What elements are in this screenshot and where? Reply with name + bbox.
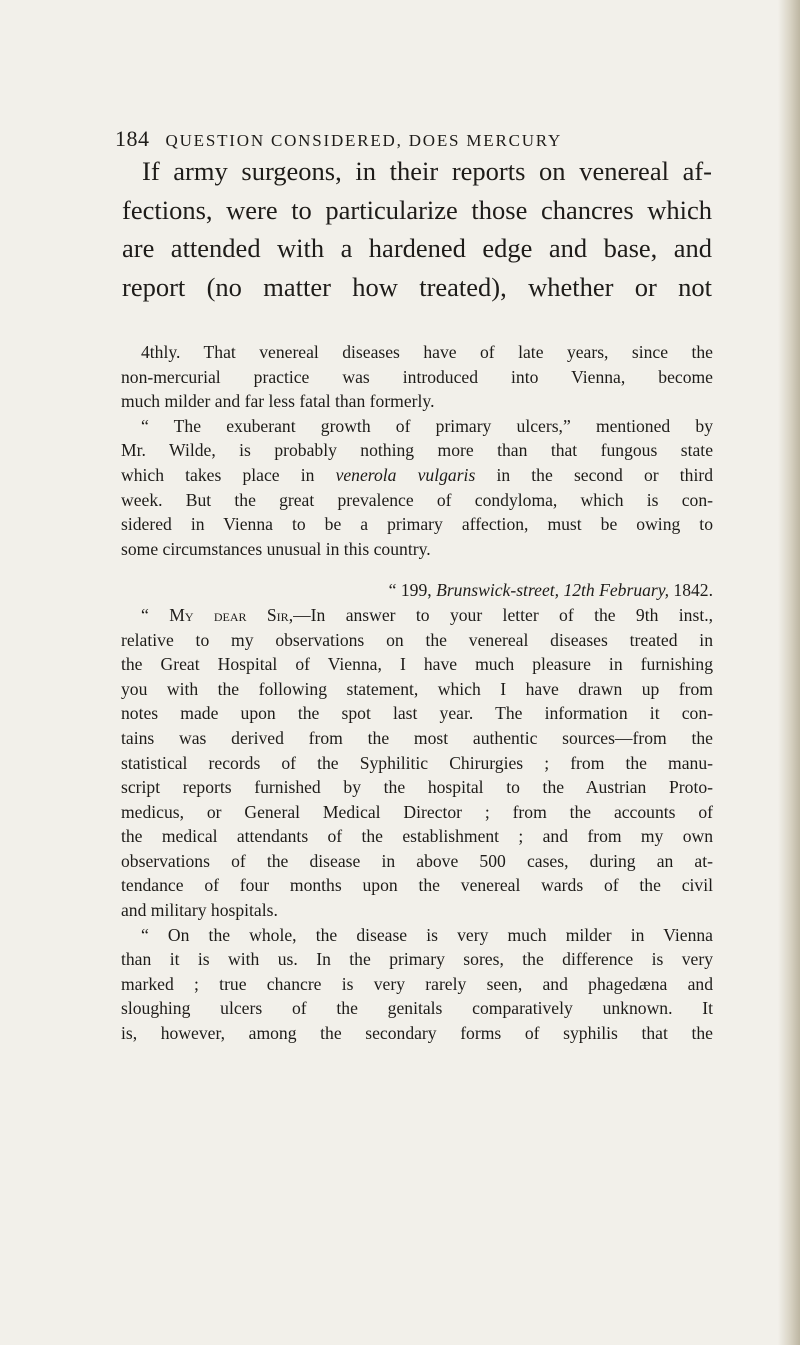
text-line bbox=[121, 463, 713, 488]
text-line: If army surgeons, in their reports on venereal af- bbox=[142, 156, 712, 186]
text-line: you with the following statement, which I have drawn up from bbox=[121, 678, 713, 699]
text-line: notes made upon the spot last year. The information it con- bbox=[121, 703, 713, 724]
text-line: tains was derived from the most authentic sources—from the bbox=[121, 727, 713, 748]
salutation-small-caps: My dear Sir bbox=[169, 604, 289, 625]
letter-dateline bbox=[121, 578, 713, 603]
text-line: medicus, or General Medical Director ; from the accounts of bbox=[121, 801, 713, 822]
text-line: observations of the disease in above 500 cases, during an at- bbox=[121, 850, 713, 871]
letter-paragraph bbox=[121, 603, 713, 923]
text-line: sidered in Vienna to be a primary affection, must be owing to bbox=[121, 514, 713, 535]
small-type-block bbox=[121, 340, 713, 1046]
text-line: sloughing ulcers of the genitals comparatively unknown. It bbox=[121, 998, 713, 1019]
text-line: marked ; true chancre is very rarely seen, and phagedæna and bbox=[121, 973, 713, 994]
text-line: report (no matter how treated), whether or not bbox=[122, 271, 712, 302]
text-line: than it is with us. In the primary sores, the difference is very bbox=[121, 949, 713, 970]
text-line: relative to my observations on the venereal diseases treated in bbox=[121, 629, 713, 650]
text-line: much milder and far less fatal than formerly. bbox=[121, 391, 435, 412]
italic-street: Brunswick-street, bbox=[436, 580, 560, 601]
large-type-paragraph bbox=[122, 152, 712, 306]
paragraph-on-the-whole bbox=[121, 923, 713, 1046]
text-line: tendance of four months upon the venereal wards of the civil bbox=[121, 875, 713, 896]
text-line: are attended with a hardened edge and base, and bbox=[122, 233, 712, 264]
text-run: in the second or third bbox=[475, 464, 713, 485]
text-line: non-mercurial practice was introduced into Vienna, become bbox=[121, 366, 713, 387]
paragraph-gap bbox=[121, 561, 713, 578]
text-line: statistical records of the Syphilitic Chirurgies ; from the manu- bbox=[121, 752, 713, 773]
text-line: 4thly. That venereal diseases have of late years, since the bbox=[141, 342, 713, 362]
text-line: week. But the great prevalence of condyloma, which is con- bbox=[121, 489, 713, 510]
text-run: “ 199, bbox=[388, 580, 437, 601]
paragraph-4thly bbox=[121, 340, 713, 414]
text-line: the medical attendants of the establishment ; and from my own bbox=[121, 826, 713, 847]
text-run: which takes place in bbox=[121, 464, 336, 485]
letter-salutation-line bbox=[121, 603, 713, 628]
text-line: some circumstances unusual in this country. bbox=[121, 538, 431, 559]
page-edge-shadow bbox=[778, 0, 800, 1345]
text-line: is, however, among the secondary forms of syphilis that the bbox=[121, 1023, 713, 1044]
text-run: ,—In answer to your letter of the 9th inst., bbox=[288, 604, 714, 625]
running-head: QUESTION CONSIDERED, DOES MERCURY bbox=[165, 131, 563, 150]
text-run: 1842. bbox=[669, 580, 713, 601]
text-line: Mr. Wilde, is probably nothing more than that fungous state bbox=[121, 440, 713, 461]
text-run: “ bbox=[141, 604, 170, 625]
text-line: “ On the whole, the disease is very much milder in Vienna bbox=[141, 924, 713, 945]
italic-date: 12th February, bbox=[563, 580, 670, 601]
paragraph-exuberant-growth bbox=[121, 414, 713, 562]
italic-term: venerola vulgaris bbox=[335, 464, 476, 485]
text-line: script reports furnished by the hospital to the Austrian Proto- bbox=[121, 777, 713, 798]
text-line: and military hospitals. bbox=[121, 900, 278, 921]
text-line: “ The exuberant growth of primary ulcers,” mentioned by bbox=[141, 415, 713, 436]
text-line: fections, were to particularize those chancres which bbox=[122, 194, 712, 225]
text-line: the Great Hospital of Vienna, I have much pleasure in furnishing bbox=[121, 654, 713, 675]
page-number: 184 bbox=[115, 126, 150, 151]
